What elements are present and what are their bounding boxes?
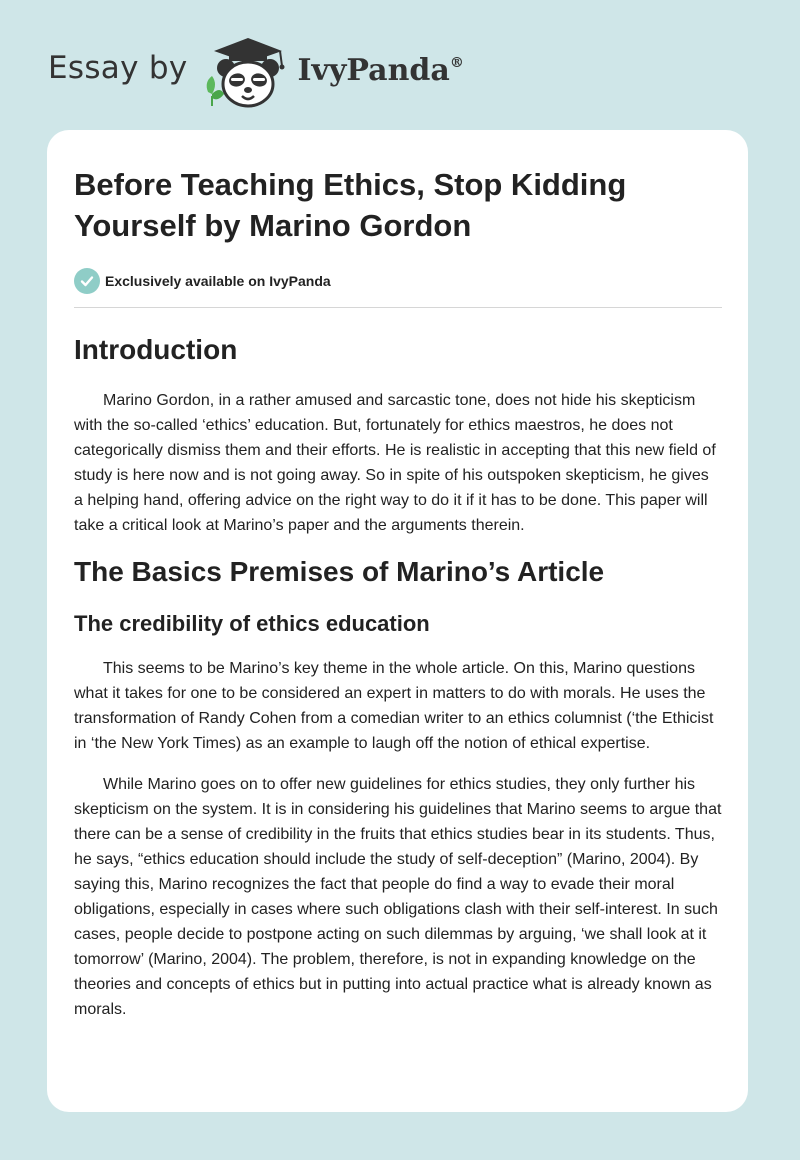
brand-name: IvyPanda®: [297, 52, 464, 88]
panda-graduate-icon: [202, 34, 294, 110]
site-brand[interactable]: [48, 34, 464, 110]
essay-card: [47, 130, 748, 1112]
exclusive-badge: [74, 268, 722, 294]
title-divider: [74, 307, 722, 308]
brand-prefix: Essay by: [48, 50, 188, 86]
exclusive-text: Exclusively available on IvyPanda: [105, 273, 331, 289]
section-heading-premises: The Basics Premises of Marino’s Article: [74, 556, 605, 587]
body-paragraph: This seems to be Marino’s key theme in the whole article. On this, Marino questions what it takes for one to be considered an expert in matters to do with morals. He uses the transformation of Randy Cohen from a comedian writer to an ethics columnist (‘the Ethicist in ‘the New York Times) as an example to laugh off the notion of ethical expertise.: [74, 660, 714, 752]
checkmark-icon: [74, 268, 100, 294]
essay-title: Before Teaching Ethics, Stop Kidding Yourself by Marino Gordon: [74, 167, 627, 243]
brand-registered-mark: ®: [449, 54, 464, 71]
section-heading-introduction: Introduction: [74, 334, 238, 365]
body-paragraph: While Marino goes on to offer new guidelines for ethics studies, they only further his skepticism on the system. It is in considering his guidelines that Marino seems to argue that there can be a sense of credibility in the fruits that ethics studies bear in its students. Thus, he says, “ethics education should include the study of self-deception” (Marino, 2004). By saying this, Marino recognizes the fact that people do find a way to evade their moral obligations, especially in cases where such obligations clash with their self-interest. In such cases, people decide to postpone acting on such dilemmas by arguing, ‘we shall look at it tomorrow’ (Marino, 2004). The problem, therefore, is not in expanding knowledge on the theories and concepts of ethics but in putting into actual practice what is already known as morals.: [74, 776, 722, 1018]
subsection-heading-credibility: The credibility of ethics education: [74, 611, 430, 636]
intro-paragraph: Marino Gordon, in a rather amused and sarcastic tone, does not hide his skepticism with the so-called ‘ethics’ education. But, fortunately for ethics maestros, he does not categorically dismiss them and their efforts. He is realistic in accepting that this new field of study is here now and is not going away. So in spite of his outspoken skepticism, he gives a helping hand, offering advice on the right way to do it if it has to be done. This paper will take a critical look at Marino’s paper and the arguments therein.: [74, 392, 716, 534]
